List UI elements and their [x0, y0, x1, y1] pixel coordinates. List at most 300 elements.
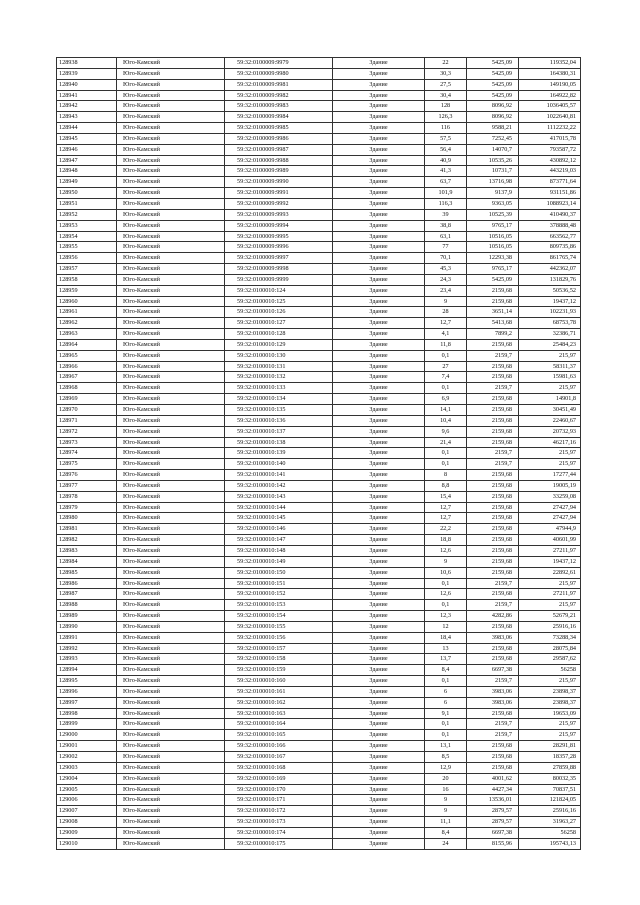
row-number: 128976 — [57, 470, 117, 481]
cadastral-value-cell: 58311,37 — [519, 361, 581, 372]
table-row — [57, 470, 581, 481]
table-row — [57, 730, 581, 741]
row-number: 128996 — [57, 686, 117, 697]
table-row — [57, 502, 581, 513]
object-type-cell: Здание — [333, 318, 425, 329]
specific-value-cell: 2159,7 — [467, 350, 519, 361]
table-row — [57, 697, 581, 708]
specific-value-cell: 5413,68 — [467, 318, 519, 329]
area-cell: 128 — [425, 101, 467, 112]
area-cell: 15,4 — [425, 491, 467, 502]
cadastral-number-cell: 59:32:0100009:9985 — [225, 123, 333, 134]
area-cell: 38,8 — [425, 220, 467, 231]
district-cell: Юго-Камский — [117, 643, 225, 654]
specific-value-cell: 4282,86 — [467, 611, 519, 622]
area-cell: 16 — [425, 784, 467, 795]
specific-value-cell: 2159,68 — [467, 556, 519, 567]
cadastral-value-cell: 102231,93 — [519, 307, 581, 318]
object-type-cell: Здание — [333, 556, 425, 567]
object-type-cell: Здание — [333, 773, 425, 784]
cadastral-number-cell: 59:32:0100010:128 — [225, 329, 333, 340]
object-type-cell: Здание — [333, 784, 425, 795]
table-row — [57, 383, 581, 394]
cadastral-number-cell: 59:32:0100010:124 — [225, 285, 333, 296]
district-cell: Юго-Камский — [117, 491, 225, 502]
row-number: 128989 — [57, 611, 117, 622]
district-cell: Юго-Камский — [117, 470, 225, 481]
area-cell: 14,1 — [425, 405, 467, 416]
district-cell: Юго-Камский — [117, 361, 225, 372]
object-type-cell: Здание — [333, 578, 425, 589]
object-type-cell: Здание — [333, 361, 425, 372]
object-type-cell: Здание — [333, 79, 425, 90]
cadastral-value-cell: 215,97 — [519, 730, 581, 741]
cadastral-number-cell: 59:32:0100010:152 — [225, 589, 333, 600]
cadastral-number-cell: 59:32:0100010:171 — [225, 795, 333, 806]
cadastral-number-cell: 59:32:0100010:161 — [225, 686, 333, 697]
district-cell: Юго-Камский — [117, 264, 225, 275]
specific-value-cell: 4427,34 — [467, 784, 519, 795]
row-number: 128966 — [57, 361, 117, 372]
cadastral-number-cell: 59:32:0100010:143 — [225, 491, 333, 502]
object-type-cell: Здание — [333, 654, 425, 665]
district-cell: Юго-Камский — [117, 329, 225, 340]
row-number: 128977 — [57, 480, 117, 491]
cadastral-value-cell: 73288,34 — [519, 632, 581, 643]
cadastral-number-cell: 59:32:0100010:141 — [225, 470, 333, 481]
district-cell: Юго-Камский — [117, 589, 225, 600]
specific-value-cell: 6697,38 — [467, 827, 519, 838]
object-type-cell: Здание — [333, 166, 425, 177]
object-type-cell: Здание — [333, 133, 425, 144]
cadastral-value-cell: 215,97 — [519, 383, 581, 394]
specific-value-cell: 6697,38 — [467, 665, 519, 676]
cadastral-number-cell: 59:32:0100010:151 — [225, 578, 333, 589]
cadastral-value-cell: 215,97 — [519, 578, 581, 589]
cadastral-value-cell: 19437,12 — [519, 556, 581, 567]
district-cell: Юго-Камский — [117, 123, 225, 134]
row-number: 128939 — [57, 68, 117, 79]
object-type-cell: Здание — [333, 383, 425, 394]
cadastral-number-cell: 59:32:0100010:139 — [225, 448, 333, 459]
cadastral-value-cell: 25916,16 — [519, 806, 581, 817]
specific-value-cell: 2159,68 — [467, 491, 519, 502]
object-type-cell: Здание — [333, 545, 425, 556]
specific-value-cell: 2159,68 — [467, 339, 519, 350]
cadastral-value-cell: 50536,52 — [519, 285, 581, 296]
specific-value-cell: 5425,09 — [467, 79, 519, 90]
cadastral-value-cell: 443219,03 — [519, 166, 581, 177]
cadastral-number-cell: 59:32:0100009:9999 — [225, 274, 333, 285]
cadastral-value-cell: 52679,21 — [519, 611, 581, 622]
specific-value-cell: 9588,21 — [467, 123, 519, 134]
row-number: 128961 — [57, 307, 117, 318]
object-type-cell: Здание — [333, 730, 425, 741]
table-row — [57, 686, 581, 697]
specific-value-cell: 2159,68 — [467, 762, 519, 773]
row-number: 128958 — [57, 274, 117, 285]
specific-value-cell: 9363,05 — [467, 198, 519, 209]
row-number: 128952 — [57, 209, 117, 220]
cadastral-number-cell: 59:32:0100010:146 — [225, 524, 333, 535]
specific-value-cell: 2159,68 — [467, 415, 519, 426]
table-body — [57, 58, 581, 850]
cadastral-number-cell: 59:32:0100009:9998 — [225, 264, 333, 275]
table-row — [57, 773, 581, 784]
area-cell: 9 — [425, 556, 467, 567]
district-cell: Юго-Камский — [117, 719, 225, 730]
object-type-cell: Здание — [333, 274, 425, 285]
district-cell: Юго-Камский — [117, 231, 225, 242]
area-cell: 8,4 — [425, 827, 467, 838]
specific-value-cell: 10516,05 — [467, 242, 519, 253]
row-number: 128984 — [57, 556, 117, 567]
object-type-cell: Здание — [333, 253, 425, 264]
district-cell: Юго-Камский — [117, 90, 225, 101]
table-row — [57, 166, 581, 177]
area-cell: 10,4 — [425, 415, 467, 426]
table-row — [57, 209, 581, 220]
cadastral-value-cell: 23898,37 — [519, 697, 581, 708]
district-cell: Юго-Камский — [117, 621, 225, 632]
cadastral-number-cell: 59:32:0100010:135 — [225, 405, 333, 416]
district-cell: Юго-Камский — [117, 383, 225, 394]
table-row — [57, 307, 581, 318]
table-row — [57, 188, 581, 199]
area-cell: 12,6 — [425, 545, 467, 556]
area-cell: 39 — [425, 209, 467, 220]
table-row — [57, 285, 581, 296]
table-row — [57, 68, 581, 79]
row-number: 128955 — [57, 242, 117, 253]
area-cell: 12,7 — [425, 513, 467, 524]
district-cell: Юго-Камский — [117, 806, 225, 817]
cadastral-number-cell: 59:32:0100010:147 — [225, 535, 333, 546]
row-number: 128992 — [57, 643, 117, 654]
table-row — [57, 719, 581, 730]
area-cell: 8,5 — [425, 752, 467, 763]
object-type-cell: Здание — [333, 762, 425, 773]
district-cell: Юго-Камский — [117, 827, 225, 838]
cadastral-value-cell: 410490,37 — [519, 209, 581, 220]
row-number: 128999 — [57, 719, 117, 730]
row-number: 128974 — [57, 448, 117, 459]
table-row — [57, 448, 581, 459]
row-number: 128938 — [57, 58, 117, 69]
object-type-cell: Здание — [333, 708, 425, 719]
specific-value-cell: 2159,68 — [467, 470, 519, 481]
cadastral-value-cell: 931151,86 — [519, 188, 581, 199]
cadastral-value-cell: 27427,94 — [519, 502, 581, 513]
cadastral-value-cell: 1088923,14 — [519, 198, 581, 209]
object-type-cell: Здание — [333, 231, 425, 242]
table-row — [57, 752, 581, 763]
cadastral-value-cell: 215,97 — [519, 676, 581, 687]
cadastral-value-cell: 663562,77 — [519, 231, 581, 242]
area-cell: 6 — [425, 697, 467, 708]
cadastral-number-cell: 59:32:0100010:136 — [225, 415, 333, 426]
cadastral-number-cell: 59:32:0100010:127 — [225, 318, 333, 329]
district-cell: Юго-Камский — [117, 762, 225, 773]
area-cell: 8,4 — [425, 665, 467, 676]
object-type-cell: Здание — [333, 437, 425, 448]
area-cell: 9 — [425, 296, 467, 307]
area-cell: 12,7 — [425, 502, 467, 513]
specific-value-cell: 10525,39 — [467, 209, 519, 220]
cadastral-number-cell: 59:32:0100010:130 — [225, 350, 333, 361]
district-cell: Юго-Камский — [117, 296, 225, 307]
district-cell: Юго-Камский — [117, 112, 225, 123]
object-type-cell: Здание — [333, 806, 425, 817]
specific-value-cell: 2159,68 — [467, 285, 519, 296]
cadastral-number-cell: 59:32:0100010:157 — [225, 643, 333, 654]
row-number: 128998 — [57, 708, 117, 719]
cadastral-value-cell: 131829,76 — [519, 274, 581, 285]
cadastral-value-cell: 27427,94 — [519, 513, 581, 524]
area-cell: 30,4 — [425, 90, 467, 101]
district-cell: Юго-Камский — [117, 686, 225, 697]
table-row — [57, 556, 581, 567]
specific-value-cell: 2159,68 — [467, 405, 519, 416]
object-type-cell: Здание — [333, 795, 425, 806]
specific-value-cell: 9765,17 — [467, 264, 519, 275]
object-type-cell: Здание — [333, 676, 425, 687]
cadastral-value-cell: 215,97 — [519, 600, 581, 611]
table-row — [57, 372, 581, 383]
area-cell: 0,1 — [425, 448, 467, 459]
specific-value-cell: 2159,68 — [467, 524, 519, 535]
table-row — [57, 491, 581, 502]
table-row — [57, 339, 581, 350]
row-number: 128943 — [57, 112, 117, 123]
area-cell: 40,9 — [425, 155, 467, 166]
row-number: 128967 — [57, 372, 117, 383]
cadastral-value-cell: 70837,51 — [519, 784, 581, 795]
cadastral-value-cell: 19437,12 — [519, 296, 581, 307]
area-cell: 10,6 — [425, 567, 467, 578]
specific-value-cell: 2159,68 — [467, 654, 519, 665]
specific-value-cell: 2879,57 — [467, 806, 519, 817]
area-cell: 30,3 — [425, 68, 467, 79]
row-number: 128994 — [57, 665, 117, 676]
table-row — [57, 155, 581, 166]
district-cell: Юго-Камский — [117, 611, 225, 622]
district-cell: Юго-Камский — [117, 318, 225, 329]
specific-value-cell: 2159,68 — [467, 502, 519, 513]
row-number: 129006 — [57, 795, 117, 806]
specific-value-cell: 2159,7 — [467, 676, 519, 687]
cadastral-number-cell: 59:32:0100009:9989 — [225, 166, 333, 177]
row-number: 128963 — [57, 329, 117, 340]
district-cell: Юго-Камский — [117, 513, 225, 524]
table-row — [57, 79, 581, 90]
cadastral-number-cell: 59:32:0100009:9992 — [225, 198, 333, 209]
object-type-cell: Здание — [333, 68, 425, 79]
cadastral-number-cell: 59:32:0100010:133 — [225, 383, 333, 394]
area-cell: 116 — [425, 123, 467, 134]
cadastral-value-cell: 14901,8 — [519, 394, 581, 405]
district-cell: Юго-Камский — [117, 339, 225, 350]
cadastral-number-cell: 59:32:0100010:125 — [225, 296, 333, 307]
table-row — [57, 350, 581, 361]
table-row — [57, 264, 581, 275]
table-row — [57, 437, 581, 448]
area-cell: 23,4 — [425, 285, 467, 296]
object-type-cell: Здание — [333, 90, 425, 101]
area-cell: 116,3 — [425, 198, 467, 209]
district-cell: Юго-Камский — [117, 144, 225, 155]
row-number: 129000 — [57, 730, 117, 741]
table-row — [57, 676, 581, 687]
district-cell: Юго-Камский — [117, 58, 225, 69]
row-number: 128983 — [57, 545, 117, 556]
object-type-cell: Здание — [333, 632, 425, 643]
cadastral-value-cell: 46217,16 — [519, 437, 581, 448]
cadastral-number-cell: 59:32:0100009:9981 — [225, 79, 333, 90]
cadastral-number-cell: 59:32:0100010:168 — [225, 762, 333, 773]
table-row — [57, 329, 581, 340]
specific-value-cell: 14070,7 — [467, 144, 519, 155]
table-row — [57, 123, 581, 134]
table-row — [57, 600, 581, 611]
table-row — [57, 133, 581, 144]
area-cell: 56,4 — [425, 144, 467, 155]
table-row — [57, 524, 581, 535]
area-cell: 9 — [425, 806, 467, 817]
cadastral-value-cell: 29587,62 — [519, 654, 581, 665]
cadastral-number-cell: 59:32:0100010:153 — [225, 600, 333, 611]
cadastral-value-table-page — [56, 57, 580, 850]
cadastral-number-cell: 59:32:0100010:166 — [225, 741, 333, 752]
area-cell: 6,9 — [425, 394, 467, 405]
cadastral-value-cell: 121824,05 — [519, 795, 581, 806]
specific-value-cell: 7899,2 — [467, 329, 519, 340]
table-row — [57, 838, 581, 849]
district-cell: Юго-Камский — [117, 632, 225, 643]
district-cell: Юго-Камский — [117, 459, 225, 470]
row-number: 128960 — [57, 296, 117, 307]
row-number: 128985 — [57, 567, 117, 578]
specific-value-cell: 2159,68 — [467, 621, 519, 632]
district-cell: Юго-Камский — [117, 415, 225, 426]
cadastral-number-cell: 59:32:0100009:9986 — [225, 133, 333, 144]
object-type-cell: Здание — [333, 220, 425, 231]
row-number: 128993 — [57, 654, 117, 665]
district-cell: Юго-Камский — [117, 198, 225, 209]
area-cell: 12,3 — [425, 611, 467, 622]
cadastral-value-cell: 18357,28 — [519, 752, 581, 763]
specific-value-cell: 3651,14 — [467, 307, 519, 318]
specific-value-cell: 5425,09 — [467, 68, 519, 79]
object-type-cell: Здание — [333, 188, 425, 199]
table-row — [57, 242, 581, 253]
specific-value-cell: 8096,92 — [467, 101, 519, 112]
specific-value-cell: 2159,68 — [467, 752, 519, 763]
specific-value-cell: 2159,68 — [467, 535, 519, 546]
cadastral-number-cell: 59:32:0100010:137 — [225, 426, 333, 437]
row-number: 128940 — [57, 79, 117, 90]
row-number: 128982 — [57, 535, 117, 546]
cadastral-number-cell: 59:32:0100010:159 — [225, 665, 333, 676]
cadastral-number-cell: 59:32:0100009:9980 — [225, 68, 333, 79]
cadastral-value-cell: 32386,71 — [519, 329, 581, 340]
district-cell: Юго-Камский — [117, 448, 225, 459]
area-cell: 7,4 — [425, 372, 467, 383]
specific-value-cell: 2159,68 — [467, 372, 519, 383]
specific-value-cell: 10535,26 — [467, 155, 519, 166]
district-cell: Юго-Камский — [117, 274, 225, 285]
specific-value-cell: 3983,06 — [467, 697, 519, 708]
object-type-cell: Здание — [333, 665, 425, 676]
object-type-cell: Здание — [333, 480, 425, 491]
district-cell: Юго-Камский — [117, 101, 225, 112]
row-number: 128979 — [57, 502, 117, 513]
cadastral-value-cell: 215,97 — [519, 459, 581, 470]
cadastral-value-cell: 19653,09 — [519, 708, 581, 719]
specific-value-cell: 7252,45 — [467, 133, 519, 144]
cadastral-number-cell: 59:32:0100010:131 — [225, 361, 333, 372]
object-type-cell: Здание — [333, 470, 425, 481]
cadastral-value-cell: 47944,9 — [519, 524, 581, 535]
cadastral-value-cell: 861765,74 — [519, 253, 581, 264]
district-cell: Юго-Камский — [117, 556, 225, 567]
district-cell: Юго-Камский — [117, 773, 225, 784]
area-cell: 11,8 — [425, 339, 467, 350]
object-type-cell: Здание — [333, 686, 425, 697]
specific-value-cell: 4001,62 — [467, 773, 519, 784]
cadastral-value-cell: 80032,35 — [519, 773, 581, 784]
specific-value-cell: 2159,7 — [467, 719, 519, 730]
area-cell: 0,1 — [425, 600, 467, 611]
table-row — [57, 621, 581, 632]
cadastral-value-cell: 33259,08 — [519, 491, 581, 502]
district-cell: Юго-Камский — [117, 220, 225, 231]
cadastral-number-cell: 59:32:0100010:165 — [225, 730, 333, 741]
object-type-cell: Здание — [333, 155, 425, 166]
object-type-cell: Здание — [333, 448, 425, 459]
cadastral-number-cell: 59:32:0100010:126 — [225, 307, 333, 318]
cadastral-number-cell: 59:32:0100010:170 — [225, 784, 333, 795]
cadastral-value-cell: 22460,67 — [519, 415, 581, 426]
area-cell: 18,4 — [425, 632, 467, 643]
cadastral-value-cell: 1036405,57 — [519, 101, 581, 112]
cadastral-number-cell: 59:32:0100009:9988 — [225, 155, 333, 166]
table-row — [57, 112, 581, 123]
cadastral-number-cell: 59:32:0100009:9996 — [225, 242, 333, 253]
specific-value-cell: 2159,68 — [467, 394, 519, 405]
object-type-cell: Здание — [333, 177, 425, 188]
specific-value-cell: 5425,09 — [467, 58, 519, 69]
table-row — [57, 177, 581, 188]
specific-value-cell: 2159,68 — [467, 296, 519, 307]
cadastral-value-cell: 164922,82 — [519, 90, 581, 101]
area-cell: 0,1 — [425, 719, 467, 730]
cadastral-number-cell: 59:32:0100009:9979 — [225, 58, 333, 69]
cadastral-number-cell: 59:32:0100010:160 — [225, 676, 333, 687]
table-row — [57, 101, 581, 112]
area-cell: 11,1 — [425, 817, 467, 828]
cadastral-value-cell: 25484,23 — [519, 339, 581, 350]
cadastral-number-cell: 59:32:0100009:9995 — [225, 231, 333, 242]
cadastral-number-cell: 59:32:0100010:172 — [225, 806, 333, 817]
object-type-cell: Здание — [333, 752, 425, 763]
district-cell: Юго-Камский — [117, 480, 225, 491]
specific-value-cell: 2879,57 — [467, 817, 519, 828]
area-cell: 8,8 — [425, 480, 467, 491]
object-type-cell: Здание — [333, 567, 425, 578]
row-number: 128953 — [57, 220, 117, 231]
row-number: 128942 — [57, 101, 117, 112]
